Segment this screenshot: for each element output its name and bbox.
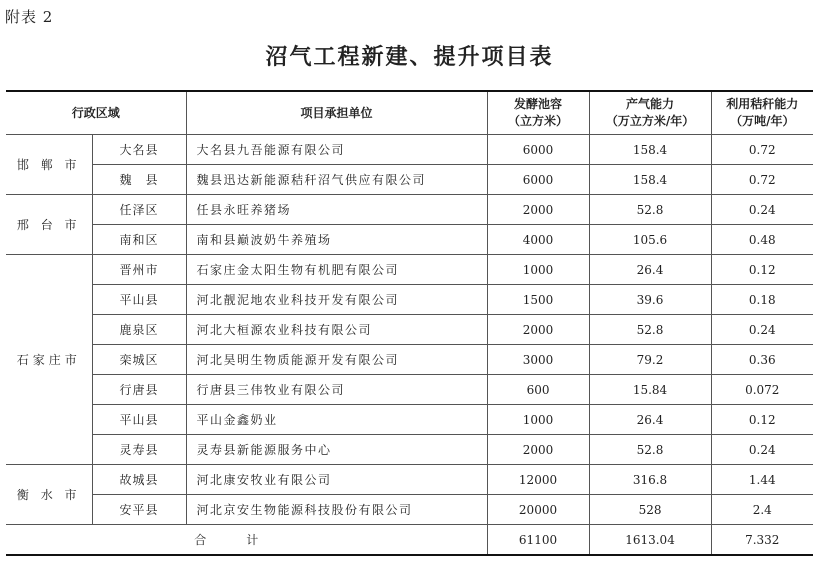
gas-cell: 26.4: [589, 255, 711, 285]
table-row: [6, 465, 813, 495]
gas-cell: 316.8: [589, 465, 711, 495]
county-cell: 行唐县: [92, 375, 186, 405]
digester-cell: 20000: [487, 495, 589, 525]
city-cell: 衡 水 市: [6, 465, 92, 525]
straw-cell: 0.72: [711, 165, 813, 195]
unit-cell: 大名县九吾能源有限公司: [186, 135, 487, 165]
digester-cell: 1500: [487, 285, 589, 315]
straw-cell: 0.12: [711, 255, 813, 285]
total-label: 合计: [6, 525, 487, 556]
unit-cell: 河北康安牧业有限公司: [186, 465, 487, 495]
digester-cell: 6000: [487, 135, 589, 165]
straw-cell: 0.36: [711, 345, 813, 375]
table-row: [6, 255, 813, 285]
gas-cell: 52.8: [589, 315, 711, 345]
county-cell: 平山县: [92, 405, 186, 435]
total-gas: 1613.04: [589, 525, 711, 556]
total-straw: 7.332: [711, 525, 813, 556]
gas-cell: 79.2: [589, 345, 711, 375]
county-cell: 大名县: [92, 135, 186, 165]
unit-cell: 石家庄金太阳生物有机肥有限公司: [186, 255, 487, 285]
project-table: [6, 90, 813, 556]
table-body: [6, 135, 813, 525]
digester-cell: 3000: [487, 345, 589, 375]
table-row: [6, 495, 813, 525]
unit-cell: 河北大桓源农业科技有限公司: [186, 315, 487, 345]
header-region: 行政区域: [6, 91, 186, 135]
digester-cell: 600: [487, 375, 589, 405]
gas-cell: 15.84: [589, 375, 711, 405]
county-cell: 任泽区: [92, 195, 186, 225]
header-gas: [589, 91, 711, 135]
digester-cell: 2000: [487, 315, 589, 345]
header-digester-line1: 发酵池容: [514, 97, 563, 111]
county-cell: 故城县: [92, 465, 186, 495]
county-cell: 栾城区: [92, 345, 186, 375]
gas-cell: 52.8: [589, 435, 711, 465]
straw-cell: 0.24: [711, 435, 813, 465]
city-cell: 邯 郸 市: [6, 135, 92, 195]
straw-cell: 0.12: [711, 405, 813, 435]
digester-cell: 4000: [487, 225, 589, 255]
unit-cell: 魏县迅达新能源秸秆沼气供应有限公司: [186, 165, 487, 195]
digester-cell: 1000: [487, 255, 589, 285]
appendix-label: 附表 2: [5, 8, 54, 26]
table-row: [6, 285, 813, 315]
gas-cell: 158.4: [589, 135, 711, 165]
table-row: [6, 315, 813, 345]
header-digester-line2: （立方米）: [508, 114, 569, 128]
page-title: 沼气工程新建、提升项目表: [265, 45, 554, 70]
straw-cell: 0.18: [711, 285, 813, 315]
header-digester: [487, 91, 589, 135]
straw-cell: 1.44: [711, 465, 813, 495]
county-cell: 平山县: [92, 285, 186, 315]
unit-cell: 河北昊明生物质能源开发有限公司: [186, 345, 487, 375]
unit-cell: 灵寿县新能源服务中心: [186, 435, 487, 465]
digester-cell: 12000: [487, 465, 589, 495]
county-cell: 南和区: [92, 225, 186, 255]
straw-cell: 2.4: [711, 495, 813, 525]
total-row: [6, 525, 813, 556]
table-row: [6, 375, 813, 405]
straw-cell: 0.72: [711, 135, 813, 165]
gas-cell: 528: [589, 495, 711, 525]
table-row: [6, 195, 813, 225]
county-cell: 魏 县: [92, 165, 186, 195]
county-cell: 灵寿县: [92, 435, 186, 465]
straw-cell: 0.24: [711, 315, 813, 345]
unit-cell: 南和县巅波奶牛养殖场: [186, 225, 487, 255]
header-straw-line1: 利用秸秆能力: [726, 97, 799, 111]
table-row: [6, 135, 813, 165]
header-row: [6, 91, 813, 135]
digester-cell: 6000: [487, 165, 589, 195]
table-row: [6, 435, 813, 465]
total-digester: 61100: [487, 525, 589, 556]
county-cell: 晋州市: [92, 255, 186, 285]
table-row: [6, 405, 813, 435]
table-row: [6, 165, 813, 195]
unit-cell: 任县永旺养猪场: [186, 195, 487, 225]
gas-cell: 39.6: [589, 285, 711, 315]
straw-cell: 0.24: [711, 195, 813, 225]
digester-cell: 2000: [487, 435, 589, 465]
header-straw-line2: （万吨/年）: [730, 114, 795, 128]
city-cell: 邢 台 市: [6, 195, 92, 255]
city-cell: 石家庄市: [6, 255, 92, 465]
gas-cell: 158.4: [589, 165, 711, 195]
county-cell: 安平县: [92, 495, 186, 525]
header-unit: 项目承担单位: [186, 91, 487, 135]
gas-cell: 105.6: [589, 225, 711, 255]
unit-cell: 行唐县三伟牧业有限公司: [186, 375, 487, 405]
straw-cell: 0.48: [711, 225, 813, 255]
header-gas-line2: （万立方米/年）: [605, 114, 695, 128]
table-row: [6, 225, 813, 255]
unit-cell: 河北靓泥地农业科技开发有限公司: [186, 285, 487, 315]
county-cell: 鹿泉区: [92, 315, 186, 345]
gas-cell: 52.8: [589, 195, 711, 225]
header-straw: [711, 91, 813, 135]
table-row: [6, 345, 813, 375]
gas-cell: 26.4: [589, 405, 711, 435]
straw-cell: 0.072: [711, 375, 813, 405]
digester-cell: 1000: [487, 405, 589, 435]
unit-cell: 河北京安生物能源科技股份有限公司: [186, 495, 487, 525]
header-gas-line1: 产气能力: [626, 97, 675, 111]
unit-cell: 平山金鑫奶业: [186, 405, 487, 435]
digester-cell: 2000: [487, 195, 589, 225]
